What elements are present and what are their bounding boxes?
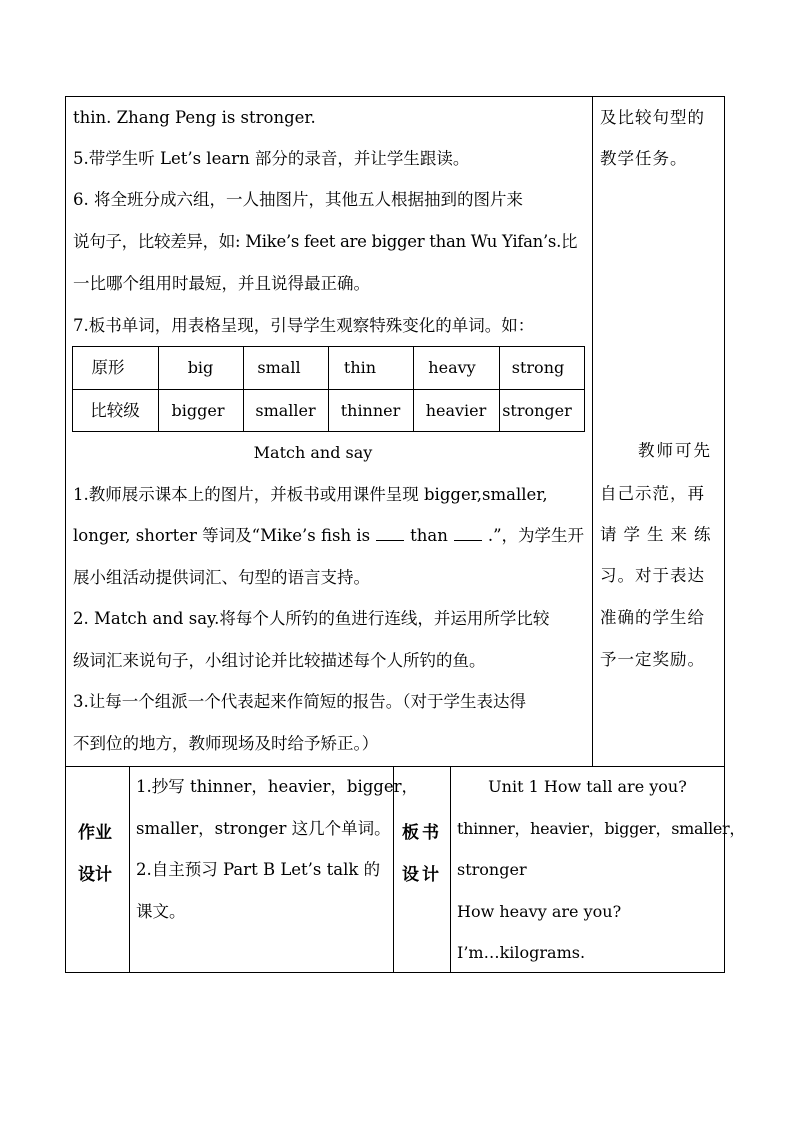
board-label-divider xyxy=(450,766,451,973)
table-cell: stronger xyxy=(502,401,572,420)
homework-label: 设计 xyxy=(78,865,112,885)
section-heading: Match and say xyxy=(253,443,373,462)
note-line: 自己示范，再 xyxy=(600,484,705,503)
note-line: 请学生来练 xyxy=(600,525,718,544)
table-cell: bigger xyxy=(171,401,225,420)
lesson-line: 5.带学生听 Let’s learn 部分的录音，并让学生跟读。 xyxy=(73,149,470,168)
homework-label-divider xyxy=(129,766,130,973)
column-divider xyxy=(592,96,593,766)
table-cell: small xyxy=(257,358,301,377)
board-label: 设计 xyxy=(402,865,442,885)
board-label: 板书 xyxy=(402,823,442,843)
note-line: 准确的学生给 xyxy=(600,608,705,627)
homework-label: 作业 xyxy=(78,823,112,843)
lesson-line: 1.教师展示课本上的图片，并板书或用课件呈现 bigger,smaller, xyxy=(73,485,548,504)
lesson-line: 说句子，比较差异，如: Mike’s feet are bigger than Wu Yifan’s.比 xyxy=(73,232,578,251)
board-line: How heavy are you? xyxy=(457,902,622,921)
lesson-line: 级词汇来说句子，小组讨论并比较描述每个人所钓的鱼。 xyxy=(73,651,486,670)
table-cell: big xyxy=(187,358,214,377)
lesson-line: thin. Zhang Peng is stronger. xyxy=(73,108,316,127)
table-cell: thinner xyxy=(340,401,401,420)
note-line: 教学任务。 xyxy=(600,149,688,168)
homework-line: 1.抄写 thinner，heavier，bigger， xyxy=(136,777,419,796)
table-cell: 原形 xyxy=(91,358,125,377)
note-line: 予一定奖励。 xyxy=(600,650,705,669)
row-divider xyxy=(65,766,725,767)
table-cell: heavy xyxy=(428,358,476,377)
homework-line: 2.自主预习 Part B Let’s talk 的 xyxy=(136,860,381,879)
lesson-line: longer, shorter 等词及“Mike’s fish is than .”，为学生开 xyxy=(73,526,585,545)
table-cell: smaller xyxy=(255,401,316,420)
table-cell: heavier xyxy=(425,401,487,420)
table-cell: thin xyxy=(343,358,377,377)
board-line: thinner，heavier，bigger，smaller， xyxy=(457,819,746,838)
table-cell: strong xyxy=(511,358,565,377)
lesson-line: 不到位的地方，教师现场及时给予矫正。） xyxy=(73,734,379,753)
board-line: stronger xyxy=(457,860,527,879)
board-line: I’m…kilograms. xyxy=(457,943,586,962)
table-cell: 比较级 xyxy=(90,401,140,420)
lesson-line: 展小组活动提供词汇、句型的语言支持。 xyxy=(73,568,370,587)
homework-line: 课文。 xyxy=(136,902,186,921)
note-line: 及比较句型的 xyxy=(600,108,705,127)
note-line: 教师可先 xyxy=(638,441,712,460)
lesson-line: 2. Match and say.将每个人所钓的鱼进行连线，并运用所学比较 xyxy=(73,609,550,628)
lesson-line: 一比哪个组用时最短，并且说得最正确。 xyxy=(73,274,370,293)
lesson-line: 7.板书单词，用表格呈现，引导学生观察特殊变化的单词。如： xyxy=(73,316,535,335)
lesson-line: 6. 将全班分成六组，一人抽图片，其他五人根据抽到的图片来 xyxy=(73,190,523,209)
homework-line: smaller，stronger 这几个单词。 xyxy=(136,819,391,838)
homework-content-divider xyxy=(393,766,394,973)
lesson-line: 3.让每一个组派一个代表起来作简短的报告。（对于学生表达得 xyxy=(73,692,526,711)
note-line: 习。对于表达 xyxy=(600,566,705,585)
board-title: Unit 1 How tall are you? xyxy=(488,777,687,796)
